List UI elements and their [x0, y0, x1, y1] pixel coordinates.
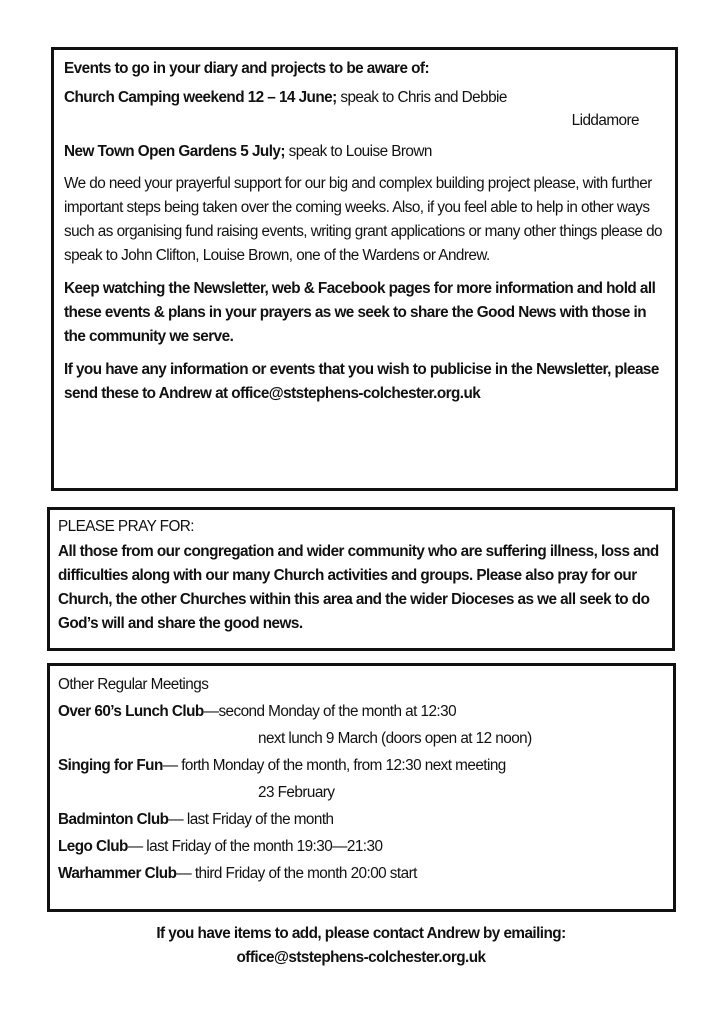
- events-box: [51, 47, 678, 491]
- meeting-name: Warhammer Club: [58, 865, 177, 882]
- publicise-paragraph: If you have any information or events that you wish to publicise in the Newsletter, please send these to Andrew at office@ststephens-colchester.org.uk: [64, 361, 659, 402]
- events-title: Events to go in your diary and projects to be aware of:: [64, 60, 429, 77]
- keep-watching-paragraph: Keep watching the Newsletter, web & Facebook pages for more information and hold all these events & plans in your prayers as we seek to share the Good News with those in the community we serve.: [64, 280, 656, 345]
- contact-footer: [0, 922, 722, 970]
- meeting-item: [58, 808, 665, 832]
- prayer-body: All those from our congregation and wider community who are suffering illness, loss and difficulties along with our many Church activities and groups. Please also pray for our Church, the other Churches within this area and the wider Dioceses as we all seek to do God’s will and share the good news.: [58, 543, 659, 632]
- meeting-continuation: 23 February: [258, 784, 335, 801]
- building-project-paragraph: We do need your prayerful support for our big and complex building project please, with further important steps being taken over the coming weeks. Also, if you feel able to help in other ways such as organising fund raising events, writing grant applications or many other things please do speak to John Clifton, Louise Brown, one of the Wardens or Andrew.: [64, 175, 662, 264]
- camping-event: [64, 86, 667, 110]
- camping-event-name: Church Camping weekend 12 – 14 June;: [64, 89, 337, 106]
- prayer-title: PLEASE PRAY FOR:: [58, 518, 195, 535]
- meeting-name: Over 60’s Lunch Club: [58, 703, 204, 720]
- meetings-box: [47, 663, 676, 912]
- gardens-event-name: New Town Open Gardens 5 July;: [64, 143, 285, 160]
- footer-email: office@ststephens-colchester.org.uk: [236, 949, 486, 966]
- meeting-continuation: next lunch 9 March (doors open at 12 noon): [258, 730, 532, 747]
- meeting-detail: — last Friday of the month 19:30—21:30: [127, 838, 383, 855]
- meetings-title: Other Regular Meetings: [58, 676, 209, 693]
- meeting-item: [58, 754, 665, 778]
- gardens-contact: speak to Louise Brown: [284, 143, 432, 160]
- gardens-event: [64, 140, 667, 164]
- meeting-name: Lego Club: [58, 838, 128, 855]
- meeting-detail: — last Friday of the month: [168, 811, 334, 828]
- meeting-item: [58, 700, 665, 724]
- meeting-name: Singing for Fun: [58, 757, 163, 774]
- meeting-detail: — forth Monday of the month, from 12:30 next meeting: [162, 757, 506, 774]
- prayer-box: [47, 507, 675, 651]
- camping-contact: speak to Chris and Debbie: [336, 89, 507, 106]
- meeting-name: Badminton Club: [58, 811, 169, 828]
- camping-contact-continued: Liddamore: [571, 112, 639, 129]
- meeting-item: [58, 862, 665, 886]
- meeting-detail: — third Friday of the month 20:00 start: [176, 865, 417, 882]
- meeting-item: [58, 835, 665, 859]
- footer-line: If you have items to add, please contact Andrew by emailing:: [156, 925, 566, 942]
- meeting-detail: —second Monday of the month at 12:30: [203, 703, 457, 720]
